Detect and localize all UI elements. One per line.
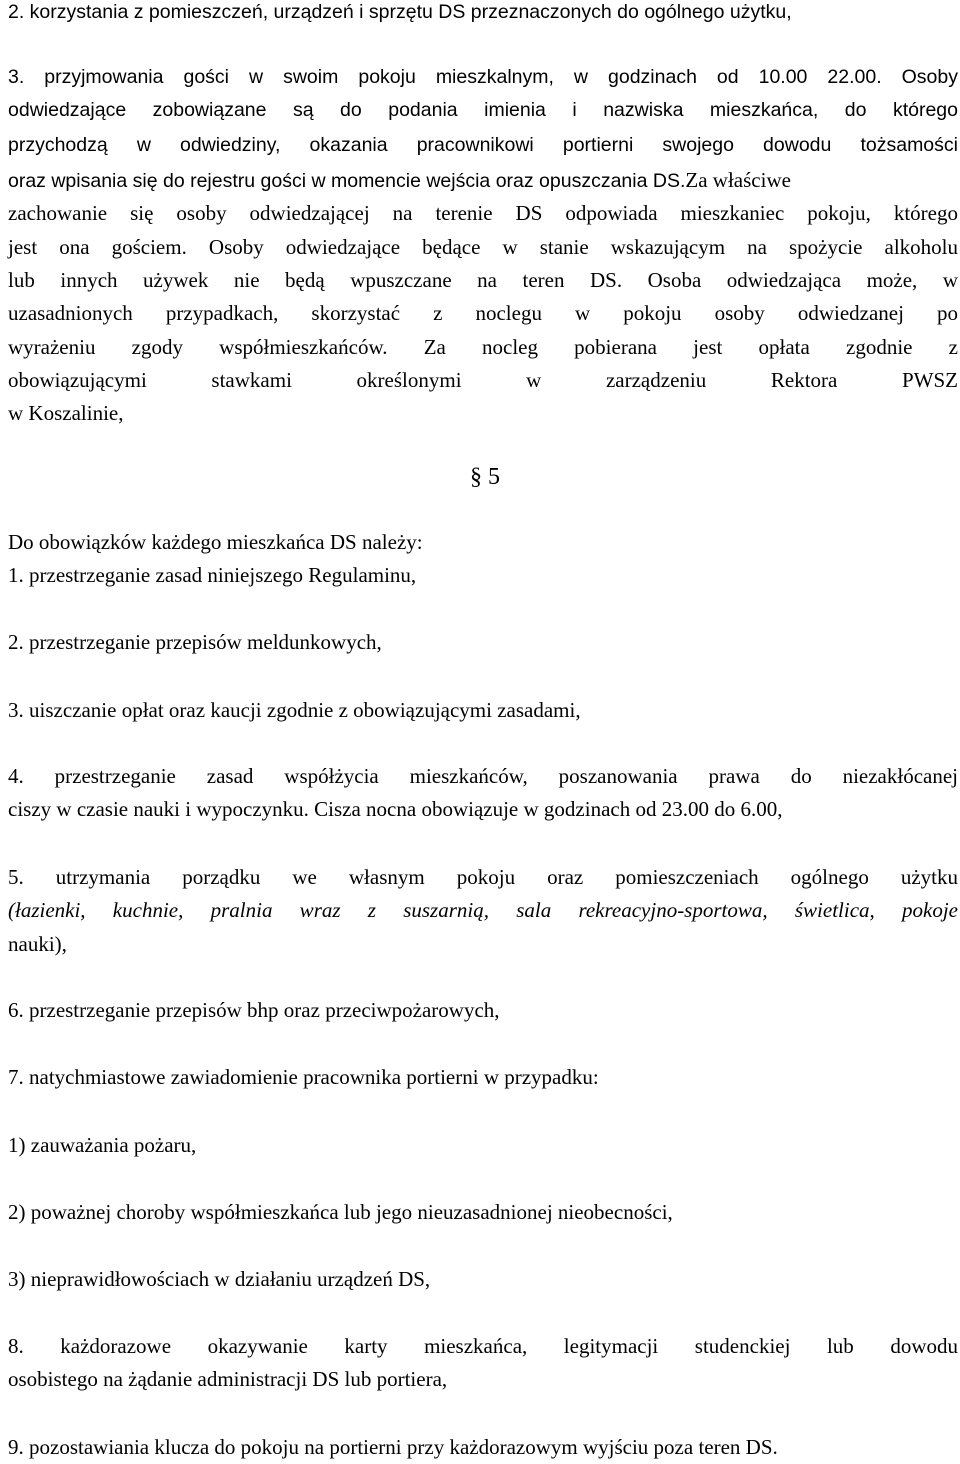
- duty-4-line-2: ciszy w czasie nauki i wypoczynku. Cisza nocna obowiązuje w godzinach od 23.00 do 6.00,: [8, 797, 783, 821]
- para-line-8: w Koszalinie,: [8, 401, 124, 425]
- item-3: 3. przyjmowania gości w swoim pokoju mieszkalnym, w godzinach od 10.00 22.00. Osoby: [8, 66, 958, 88]
- duty-7: 7. natychmiastowe zawiadomienie pracownika portierni w przypadku:: [8, 1065, 599, 1089]
- duty-9: 9. pozostawiania klucza do pokoju na portierni przy każdorazowym wyjściu poza teren DS.: [8, 1435, 778, 1459]
- duty-5-line-2: (łazienki, kuchnie, pralnia wraz z suszarnią, sala rekreacyjno-sportowa, świetlica, pokoje: [8, 898, 958, 922]
- duty-5-line-3: nauki),: [8, 932, 67, 956]
- duty-7-sub-3: 3) nieprawidłowościach w działaniu urządzeń DS,: [8, 1267, 431, 1291]
- para-line-2: zachowanie się osoby odwiedzającej na terenie DS odpowiada mieszkaniec pokoju, którego: [8, 201, 958, 225]
- item-3-line-2: odwiedzające zobowiązane są do podania imienia i nazwiska mieszkańca, do którego: [8, 99, 958, 121]
- duty-7-sub-2: 2) poważnej choroby współmieszkańca lub jego nieuzasadnionej nieobecności,: [8, 1200, 673, 1224]
- para-line-6: wyrażeniu zgody współmieszkańców. Za nocleg pobierana jest opłata zgodnie z: [8, 335, 958, 359]
- item-3-line-3: przychodzą w odwiedziny, okazania pracownikowi portierni swojego dowodu tożsamości: [8, 134, 958, 156]
- para-line-4: lub innych używek nie będą wpuszczane na teren DS. Osoba odwiedzająca może, w: [8, 268, 958, 292]
- duty-8-line-1: 8. każdorazowe okazywanie karty mieszkańca, legitymacji studenckiej lub dowodu: [8, 1334, 958, 1358]
- duty-3: 3. uiszczanie opłat oraz kaucji zgodnie z obowiązującymi zasadami,: [8, 698, 581, 722]
- duty-4-line-1: 4. przestrzeganie zasad współżycia mieszkańców, poszanowania prawa do niezakłócanej: [8, 764, 958, 788]
- section-heading: § 5: [470, 464, 500, 490]
- duty-7-sub-1: 1) zauważania pożaru,: [8, 1133, 197, 1157]
- duties-intro: Do obowiązków każdego mieszkańca DS należy:: [8, 530, 423, 554]
- item-3-line-4: oraz wpisania się do rejestru gości w momencie wejścia oraz opuszczania DS.: [8, 170, 686, 192]
- para-line-5: uzasadnionych przypadkach, skorzystać z noclegu w pokoju osoby odwiedzanej po: [8, 301, 958, 325]
- duty-8-line-2: osobistego na żądanie administracji DS lub portiera,: [8, 1367, 448, 1391]
- duty-5-line-1: 5. utrzymania porządku we własnym pokoju oraz pomieszczeniach ogólnego użytku: [8, 865, 958, 889]
- para-line-3: jest ona gościem. Osoby odwiedzające będące w stanie wskazującym na spożycie alkoholu: [8, 235, 958, 259]
- duty-2: 2. przestrzeganie przepisów meldunkowych,: [8, 630, 382, 654]
- mixed-line: [8, 170, 958, 192]
- para-line-7: obowiązującymi stawkami określonymi w zarządzeniu Rektora PWSZ: [8, 368, 958, 392]
- duty-1: 1. przestrzeganie zasad niniejszego Regulaminu,: [8, 563, 417, 587]
- item-2: 2. korzystania z pomieszczeń, urządzeń i sprzętu DS przeznaczonych do ogólnego użytku,: [8, 1, 792, 23]
- para-line-1-tail: Za właściwe: [685, 168, 791, 192]
- duty-6: 6. przestrzeganie przepisów bhp oraz przeciwpożarowych,: [8, 998, 500, 1022]
